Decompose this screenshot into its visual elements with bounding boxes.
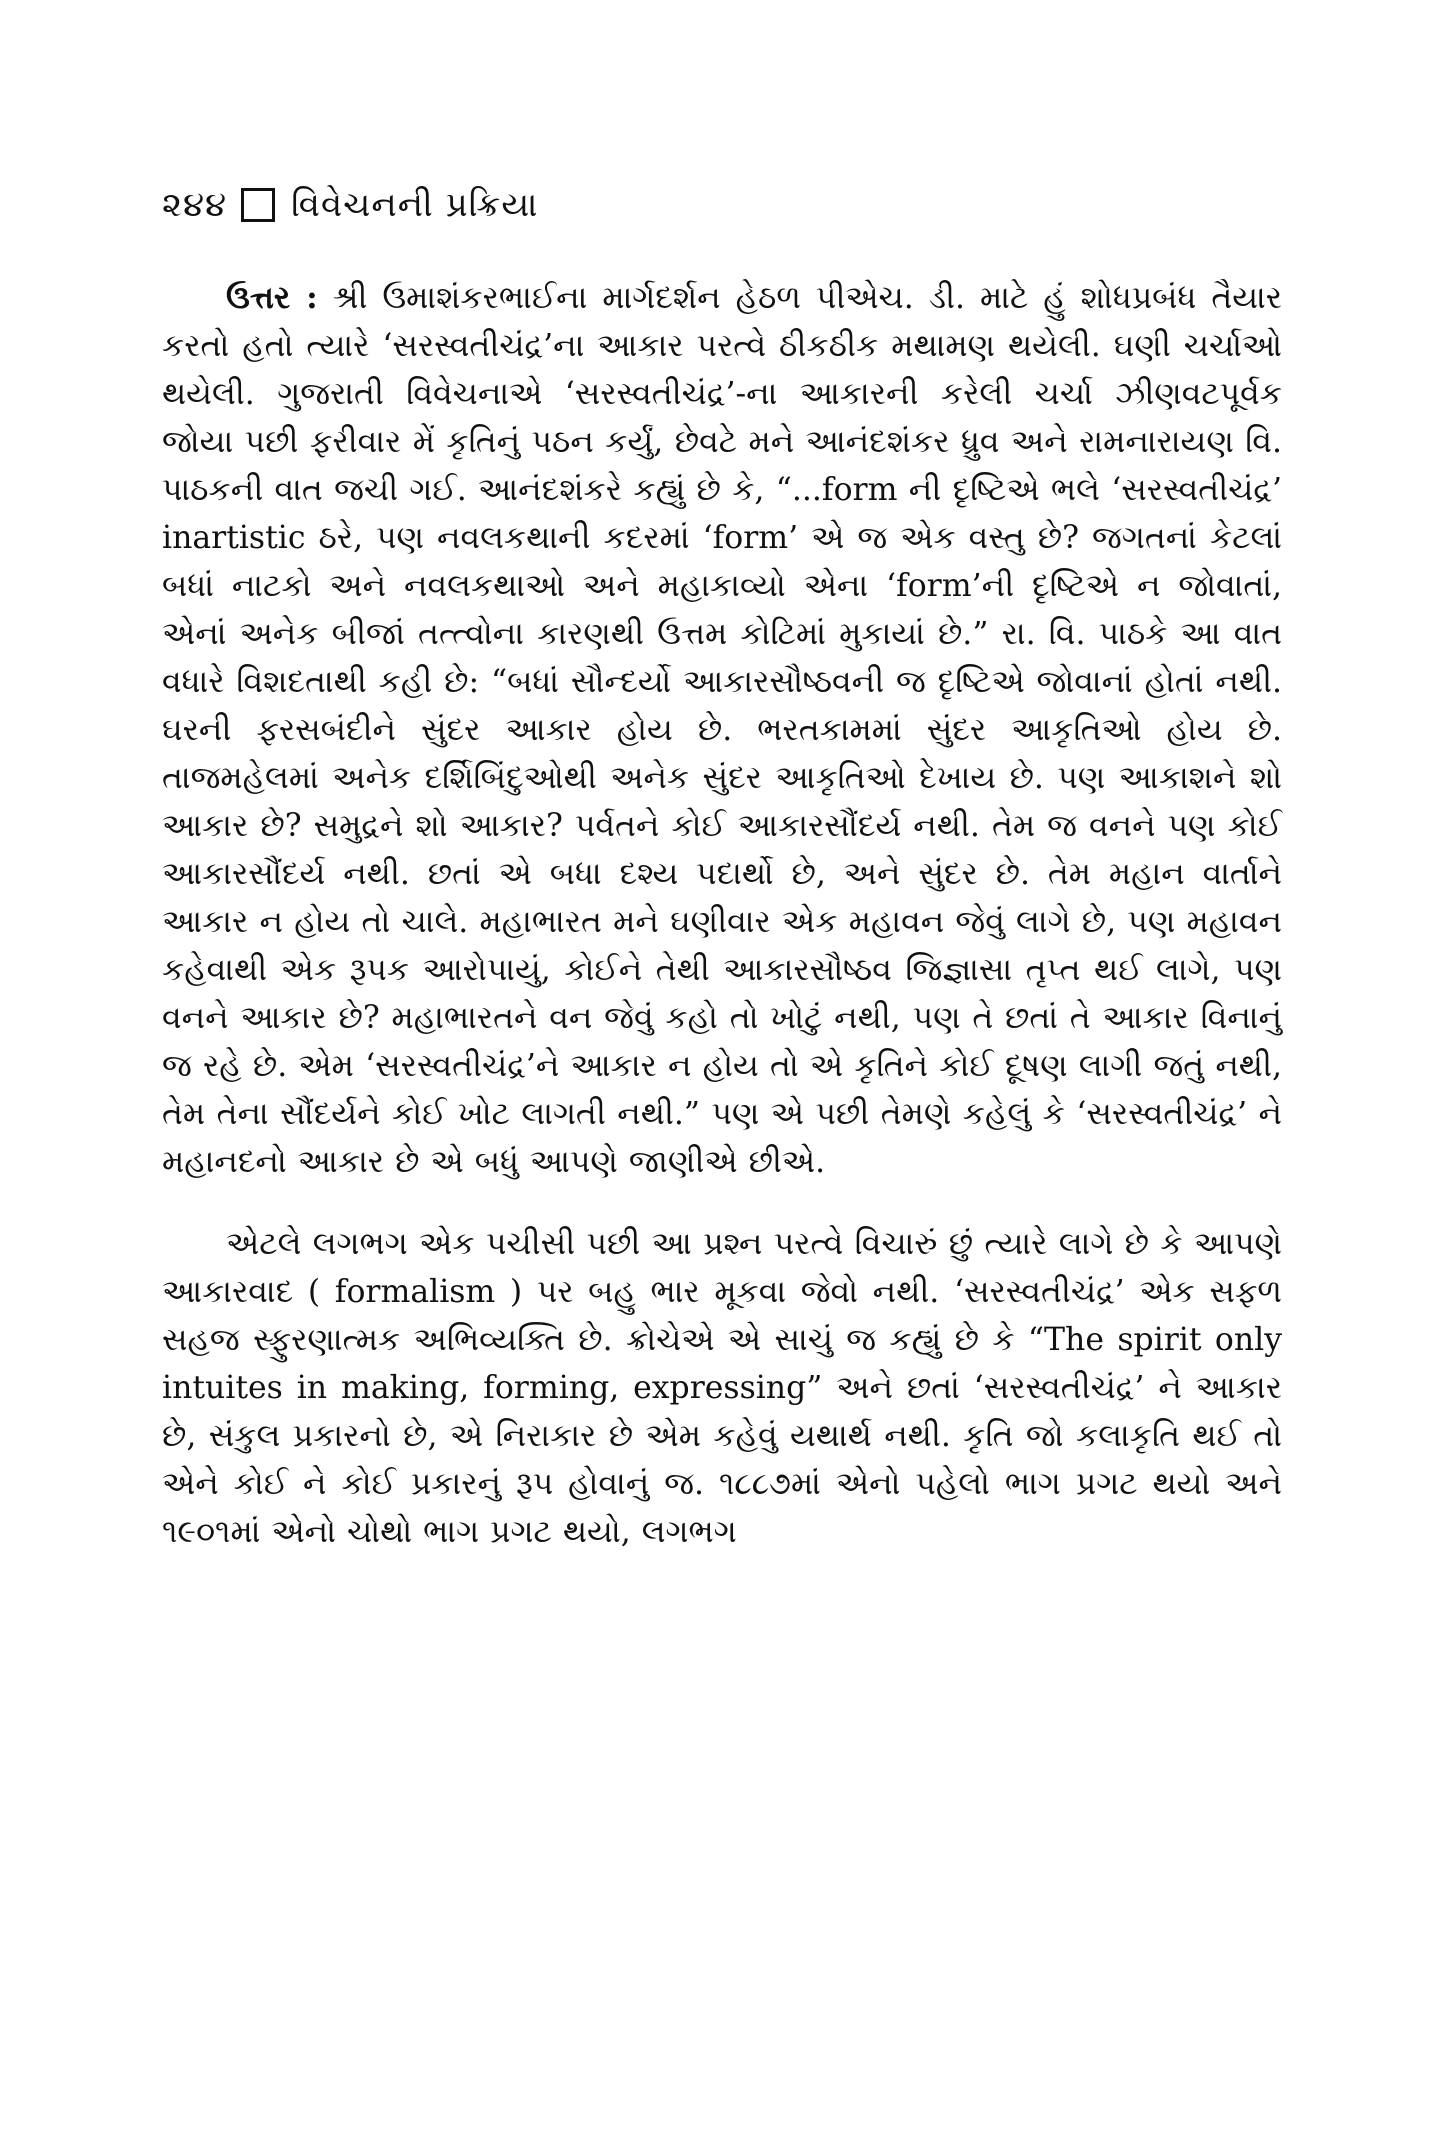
- square-ornament-icon: [241, 188, 275, 222]
- paragraph-1-lead: ઉત્તર :: [226, 279, 318, 316]
- book-title: વિવેચનની પ્રક્રિયા: [291, 185, 539, 225]
- paragraph-1: [162, 274, 1282, 1186]
- paragraph-2-text: એટલે લગભગ એક પચીસી પછી આ પ્રશ્ન પરત્વે વિચારું છું ત્યારે લાગે છે કે આપણે આકારવાદ ( formalism ) પર બહુ ભાર મૂકવા જેવો નથી. ‘સરસ્વતીચંદ્ર’ એક સફળ સહજ સ્ફુરણાત્મક અભિવ્યક્તિ છે. ક્રોચેએ એ સાચું જ કહ્યું છે કે “The spirit only intuites in making, forming, expressing” અને છતાં ‘સરસ્વતીચંદ્ર’ ને આકાર છે, સંકુલ પ્રકારનો છે, એ નિરાકાર છે એમ કહેવું યથાર્થ નથી. કૃતિ જો કલાકૃતિ થઈ તો એને કોઈ ને કોઈ પ્રકારનું રૂપ હોવાનું જ. ૧૮૮૭માં એનો પહેલો ભાગ પ્રગટ થયો અને ૧૯૦૧માં એનો ચોથો ભાગ પ્રગટ થયો, લગભગ: [162, 1226, 1282, 1550]
- book-page: [162, 170, 1282, 2090]
- page-number: ૨૪૪: [162, 185, 228, 225]
- paragraph-2: [162, 1220, 1282, 1556]
- running-head: [162, 170, 1282, 240]
- paragraph-1-text: શ્રી ઉમાશંકરભાઈના માર્ગદર્શન હેઠળ પીએચ. ડી. માટે હું શોધપ્રબંધ તૈયાર કરતો હતો ત્યારે ‘સરસ્વતીચંદ્ર’ના આકાર પરત્વે ઠીકઠીક મથામણ થયેલી. ઘણી ચર્ચાઓ થયેલી. ગુજરાતી વિવેચનાએ ‘સરસ્વતીચંદ્ર’-ના આકારની કરેલી ચર્ચા ઝીણવટપૂર્વક જોયા પછી ફરીવાર મેં કૃતિનું પઠન કર્યું, છેવટે મને આનંદશંકર ધ્રુવ અને રામનારાયણ વિ. પાઠકની વાત જચી ગઈ. આનંદશંકરે કહ્યું છે કે, “...form ની દૃષ્ટિએ ભલે ‘સરસ્વતીચંદ્ર’ inartistic ઠરે, પણ નવલકથાની કદરમાં ‘form’ એ જ એક વસ્તુ છે? જગતનાં કેટલાં બધાં નાટકો અને નવલકથાઓ અને મહાકાવ્યો એના ‘form’ની દૃષ્ટિએ ન જોવાતાં, એનાં અનેક બીજાં તત્ત્વોના કારણથી ઉત્તમ કોટિમાં મુકાયાં છે.” રા. વિ. પાઠકે આ વાત વધારે વિશદતાથી કહી છે: “બધાં સૌન્દર્યો આકારસૌષ્ઠવની જ દૃષ્ટિએ જોવાનાં હોતાં નથી. ઘરની ફરસબંદીને સુંદર આકાર હોય છે. ભરતકામમાં સુંદર આકૃતિઓ હોય છે. તાજમહેલમાં અનેક દર્શિબિંદુઓથી અનેક સુંદર આકૃતિઓ દેખાય છે. પણ આકાશને શો આકાર છે? સમુદ્રને શો આકાર? પર્વતને કોઈ આકારસૌંદર્ય નથી. તેમ જ વનને પણ કોઈ આકારસૌંદર્ય નથી. છતાં એ બધા દશ્ય પદાર્થો છે, અને સુંદર છે. તેમ મહાન વાર્તાને આકાર ન હોય તો ચાલે. મહાભારત મને ઘણીવાર એક મહાવન જેવું લાગે છે, પણ મહાવન કહેવાથી એક રૂપક આરોપાયું, કોઈને તેથી આકારસૌષ્ઠવ જિજ્ઞાસા તૃપ્ત થઈ લાગે, પણ વનને આકાર છે? મહાભારતને વન જેવું કહો તો ખોટું નથી, પણ તે છતાં તે આકાર વિનાનું જ રહે છે. એમ ‘સરસ્વતીચંદ્ર’ને આકાર ન હોય તો એ કૃતિને કોઈ દૂષણ લાગી જતું નથી, તેમ તેના સૌંદર્યને કોઈ ખોટ લાગતી નથી.” પણ એ પછી તેમણે કહેલું કે ‘સરસ્વતીચંદ્ર’ ને મહાનદનો આકાર છે એ બધું આપણે જાણીએ છીએ.: [162, 280, 1283, 1180]
